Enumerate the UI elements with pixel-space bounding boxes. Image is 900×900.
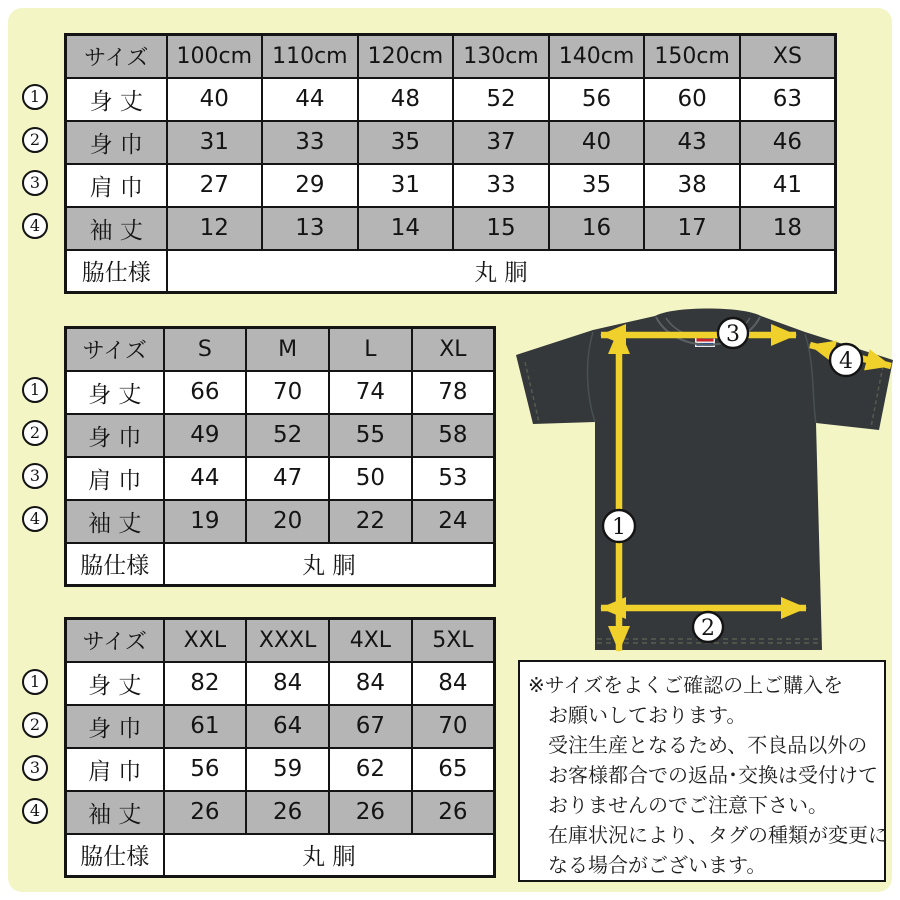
measurement-row — [66, 457, 495, 500]
marker-3-badge — [718, 318, 748, 348]
row-label-cell: 身 丈 — [66, 662, 164, 705]
size-column-header: M — [246, 328, 329, 371]
size-column-header: XL — [412, 328, 495, 371]
big-row-marker-1: 1 — [22, 669, 48, 695]
size-column-header: XS — [740, 35, 836, 78]
size-column-header: XXL — [164, 619, 247, 662]
size-column-header: L — [329, 328, 412, 371]
size-header-cell: サイズ — [66, 328, 164, 371]
measurement-value-cell: 19 — [164, 500, 247, 543]
side-spec-label-cell: 脇仕様 — [66, 834, 164, 877]
measurement-value-cell: 84 — [329, 662, 412, 705]
measurement-value-cell: 35 — [358, 121, 454, 164]
row-label-cell: 身 巾 — [66, 414, 164, 457]
measurement-value-cell: 84 — [412, 662, 495, 705]
measurement-value-cell: 74 — [329, 371, 412, 414]
measurement-row — [66, 414, 495, 457]
size-header-row — [66, 328, 495, 371]
measurement-value-cell: 50 — [329, 457, 412, 500]
measurement-value-cell: 58 — [412, 414, 495, 457]
size-header-row — [66, 35, 836, 78]
measurement-row — [66, 705, 495, 748]
size-column-header: S — [164, 328, 247, 371]
row-label-cell: 身 巾 — [66, 121, 167, 164]
measurement-value-cell: 53 — [412, 457, 495, 500]
size-column-header: 100cm — [167, 35, 263, 78]
svg-text:1: 1 — [612, 515, 626, 540]
measurement-value-cell: 24 — [412, 500, 495, 543]
measurement-value-cell: 44 — [164, 457, 247, 500]
size-header-cell: サイズ — [66, 35, 167, 78]
measurement-value-cell: 63 — [740, 78, 836, 121]
size-column-header: 4XL — [329, 619, 412, 662]
measurement-value-cell: 59 — [246, 748, 329, 791]
measurement-row — [66, 164, 836, 207]
note-line: お客様都合での返品･交換は受付けて — [548, 763, 878, 787]
kids-row-marker-1: 1 — [22, 84, 48, 110]
measurement-value-cell: 61 — [164, 705, 247, 748]
measurement-value-cell: 26 — [164, 791, 247, 834]
measurement-value-cell: 33 — [453, 164, 549, 207]
side-spec-value-cell: 丸 胴 — [164, 834, 495, 877]
measurement-value-cell: 66 — [164, 371, 247, 414]
measurement-value-cell: 29 — [262, 164, 358, 207]
kids-size-table — [64, 33, 837, 294]
kids-row-marker-4: 4 — [22, 213, 48, 239]
measurement-value-cell: 12 — [167, 207, 263, 250]
adult-row-marker-2: 2 — [22, 420, 48, 446]
measurement-value-cell: 84 — [246, 662, 329, 705]
measurement-value-cell: 62 — [329, 748, 412, 791]
big-row-marker-4: 4 — [22, 798, 48, 824]
measurement-value-cell: 44 — [262, 78, 358, 121]
adult-row-marker-3: 3 — [22, 463, 48, 489]
big-row-marker-3: 3 — [22, 755, 48, 781]
size-column-header: 130cm — [453, 35, 549, 78]
tshirt-diagram — [505, 300, 900, 655]
measurement-value-cell: 18 — [740, 207, 836, 250]
measurement-value-cell: 38 — [644, 164, 740, 207]
measurement-value-cell: 52 — [246, 414, 329, 457]
measurement-value-cell: 20 — [246, 500, 329, 543]
measurement-value-cell: 78 — [412, 371, 495, 414]
measurement-value-cell: 56 — [549, 78, 645, 121]
kids-row-marker-3: 3 — [22, 170, 48, 196]
note-line: お願いしております。 — [548, 703, 747, 727]
row-label-cell: 肩 巾 — [66, 164, 167, 207]
size-header-cell: サイズ — [66, 619, 164, 662]
size-column-header: 5XL — [412, 619, 495, 662]
measurement-value-cell: 27 — [167, 164, 263, 207]
row-label-cell: 身 丈 — [66, 371, 164, 414]
side-spec-row — [66, 543, 495, 586]
row-label-cell: 袖 丈 — [66, 791, 164, 834]
adult-row-marker-1: 1 — [22, 377, 48, 403]
row-label-cell: 肩 巾 — [66, 457, 164, 500]
measurement-value-cell: 41 — [740, 164, 836, 207]
measurement-value-cell: 26 — [412, 791, 495, 834]
measurement-row — [66, 207, 836, 250]
big-size-table — [64, 617, 496, 878]
note-line: 在庫状況により、タグの種類が変更に — [548, 823, 888, 847]
measurement-value-cell: 13 — [262, 207, 358, 250]
measurement-value-cell: 52 — [453, 78, 549, 121]
measurement-value-cell: 22 — [329, 500, 412, 543]
measurement-row — [66, 500, 495, 543]
measurement-value-cell: 26 — [246, 791, 329, 834]
measurement-value-cell: 43 — [644, 121, 740, 164]
marker-1-badge — [603, 510, 635, 542]
measurement-value-cell: 65 — [412, 748, 495, 791]
measurement-value-cell: 48 — [358, 78, 454, 121]
measurement-row — [66, 748, 495, 791]
measurement-value-cell: 16 — [549, 207, 645, 250]
measurement-row — [66, 662, 495, 705]
svg-text:2: 2 — [701, 616, 715, 641]
side-spec-row — [66, 250, 836, 293]
measurement-value-cell: 46 — [740, 121, 836, 164]
measurement-value-cell: 47 — [246, 457, 329, 500]
row-label-cell: 袖 丈 — [66, 500, 164, 543]
measurement-value-cell: 56 — [164, 748, 247, 791]
measurement-row — [66, 78, 836, 121]
purchase-note-box — [518, 660, 886, 882]
side-spec-row — [66, 834, 495, 877]
measurement-value-cell: 40 — [167, 78, 263, 121]
adult-size-table — [64, 326, 496, 587]
measurement-value-cell: 60 — [644, 78, 740, 121]
measurement-value-cell: 14 — [358, 207, 454, 250]
svg-text:4: 4 — [839, 349, 853, 374]
side-spec-value-cell: 丸 胴 — [167, 250, 836, 293]
row-label-cell: 肩 巾 — [66, 748, 164, 791]
adult-row-marker-4: 4 — [22, 506, 48, 532]
measurement-row — [66, 371, 495, 414]
side-spec-value-cell: 丸 胴 — [164, 543, 495, 586]
marker-4-badge — [830, 344, 862, 376]
measurement-value-cell: 26 — [329, 791, 412, 834]
svg-text:3: 3 — [726, 322, 740, 347]
note-line: ※サイズをよくご確認の上ご購入を — [528, 673, 844, 697]
measurement-value-cell: 70 — [412, 705, 495, 748]
row-label-cell: 身 丈 — [66, 78, 167, 121]
measurement-value-cell: 64 — [246, 705, 329, 748]
big-row-marker-2: 2 — [22, 712, 48, 738]
measurement-value-cell: 31 — [358, 164, 454, 207]
side-spec-label-cell: 脇仕様 — [66, 250, 167, 293]
size-column-header: 120cm — [358, 35, 454, 78]
size-column-header: 140cm — [549, 35, 645, 78]
size-column-header: 150cm — [644, 35, 740, 78]
size-column-header: XXXL — [246, 619, 329, 662]
measurement-value-cell: 35 — [549, 164, 645, 207]
row-label-cell: 身 巾 — [66, 705, 164, 748]
row-label-cell: 袖 丈 — [66, 207, 167, 250]
measurement-value-cell: 15 — [453, 207, 549, 250]
note-line: なる場合がございます。 — [548, 853, 767, 877]
measurement-value-cell: 49 — [164, 414, 247, 457]
side-spec-label-cell: 脇仕様 — [66, 543, 164, 586]
measurement-value-cell: 17 — [644, 207, 740, 250]
measurement-row — [66, 791, 495, 834]
note-line: 受注生産となるため、不良品以外の — [548, 733, 868, 757]
measurement-value-cell: 67 — [329, 705, 412, 748]
size-column-header: 110cm — [262, 35, 358, 78]
measurement-row — [66, 121, 836, 164]
marker-2-badge — [693, 612, 723, 642]
size-header-row — [66, 619, 495, 662]
measurement-value-cell: 82 — [164, 662, 247, 705]
measurement-value-cell: 33 — [262, 121, 358, 164]
measurement-value-cell: 40 — [549, 121, 645, 164]
measurement-value-cell: 55 — [329, 414, 412, 457]
kids-row-marker-2: 2 — [22, 127, 48, 153]
measurement-value-cell: 37 — [453, 121, 549, 164]
measurement-value-cell: 70 — [246, 371, 329, 414]
note-line: おりませんのでご注意下さい。 — [548, 793, 828, 817]
measurement-value-cell: 31 — [167, 121, 263, 164]
